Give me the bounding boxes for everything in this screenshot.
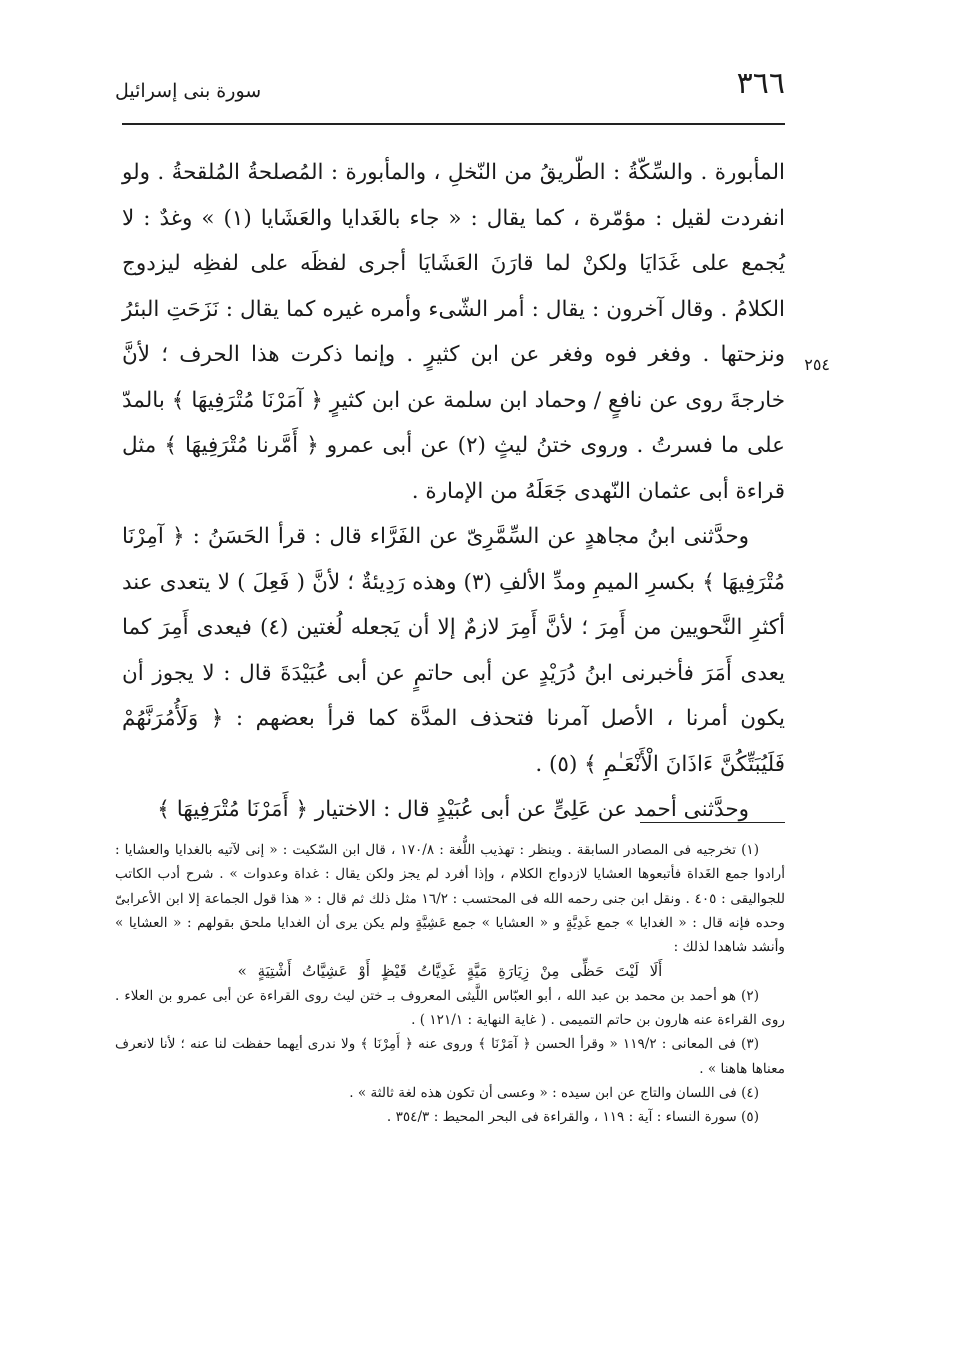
footnote-2: (٢) هو أحمد بن محمد بن عبد الله ، أبو العبّاس اللَّيثى المعروف بـ ختن ليث روى القراءة عن أبى عمرو بن العلاء . روى القراءة عنه هارون بن حاتم التميمى . ( غاية النهاية : ١٢١/١ ) . <box>115 987 785 1029</box>
footnote-verse: أَلَا لَيْتَ حَظِّى مِنْ زِيَارَةِ مَيَّةٍ غَدِيَّاتُ قَيْظٍ أَوْ عَشِيَّاتُ أَشْتِيَةٍ » <box>237 962 663 981</box>
running-head: سورة بنى إسرائيل <box>115 80 262 102</box>
margin-page-reference: ٢٥٤ <box>804 355 830 374</box>
main-text <box>122 150 785 833</box>
paragraph: وحدَّثنى ابنُ مجاهدٍ عن السِّمَّرِىّ عن الفَرَّاء قال : قرأ الحَسَنُ : ﴿ آمِرْنَا مُتْرَفِيهَا ﴾ بكسرِ الميمِ ومدِّ الألفِ (٣) وهذه رَدِيئةٌ ؛ لأنَّ ( فَعِلَ ) لا يتعدى عند أكثرِ النَّحويين من أَمِرَ ؛ لأنَّ أَمِرَ لازمٌ إلا أن يَجعله لُغتين (٤) فيعدى أَمِرَ كما يعدى أَمَرَ فأخبرنى ابنُ دُرَيْدٍ عن أبى حاتمٍ عن أبى عُبَيْدَةَ قال : لا يجوز أن يكون أمرنا ، الأصل آمرنا فتحذف المدَّة كما قرأ بعضهم : ﴿ وَلَأُمُرَنَّهُمْ فَلَيُبَتِّكُنَّ ءَاذَانَ الْأَنْعَـٰمِ ﴾ (٥) . <box>122 524 785 777</box>
footnote-rule <box>640 822 785 823</box>
footnotes <box>115 838 785 1130</box>
footnote-5: (٥) سورة النساء : آية : ١١٩ ، والقراءة فى البحر المحيط : ٣٥٤/٣ . <box>386 1109 759 1126</box>
footnote-4: (٤) فى اللسان والتاج عن ابن سيده : « وعسى أن تكون هذه لغة ثالثة » . <box>349 1084 759 1101</box>
paragraph: المأبورة . والسِّكّةُ : الطّريقُ من النّخلِ ، والمأبورة : المُصلحةُ المُلقحةُ . ولو انفردت لقيل : مؤمّرة ، كما يقال : « جاء بالغَدايا والعَشَايا (١) » وغدٌ : لا يُجمع على غَدَايَا ولكنْ لما قارَنَ العَشَايَا أجرى لفظَه على لفظِه ليزدوج الكلامُ . وقال آخرون : يقال : أمر الشّىء وأمره غيره كما يقال : نَزَحَتِ البئرُ ونزحتها . وفغر فوه وفغر عن ابن كثيرٍ . وإنما ذكرت هذا الحرف ؛ لأنَّ خارجةَ روى عن نافعٍ / وحماد ابن سلمة عن ابن كثيرٍ ﴿ آمَرْنَا مُتْرَفِيهَا ﴾ بالمدّ على ما فسرتُ . وروى ختنُ ليثٍ (٢) عن أبى عمرو ﴿ أَمَّرنا مُتْرَفِيهَا ﴾ مثل قراءة أبى عثمان النّهدى جَعَلَهُ من الإمارة . <box>122 160 785 504</box>
footnote-1: (١) تخرجيه فى المصادر السابقة . وينظر : تهذيب اللُّغة : ١٧٠/٨ ، قال ابن السّكيت : « إنى لآتيه بالغدايا والعشايا : أرادوا جمع الغَداة فأتبعوها العشايا لازدواج الكلام ، وإذا أفرد لم يجز ولكن يقال : غداة وعدوات » . شرح أدب الكاتب للجواليقى : ٤٠٥ . ونقل ابن جنى رحمه الله فى المحتسب : ١٦/٢ مثل ذلك ثم قال : « هذا قول الجماعة إلا ابن الأعرابىّ وحده فإنه قال : « الغدايا » جمع غَدِيَّةٍ و « العشايا » جمع عَشِيَّةٍ ولم يكن يرى أن الغدايا ملحق بقولهم : « العشايا » وأنشد شاهدا لذلك : <box>115 842 786 956</box>
header-rule <box>122 123 785 125</box>
footnote-3: (٣) فى المعانى : ١١٩/٢ « وقرأ الحسن ﴿ آمَرْنَا ﴾ وروى عنه ﴿ أَمِرْنَا ﴾ ولا ندرى أيهما حفظت لنا عنه ؛ لأنا لانعرف معناها هاهنا » . <box>115 1036 785 1077</box>
page-header <box>115 62 785 112</box>
page-number: ٣٦٦ <box>736 66 785 101</box>
paragraph: وحدَّثنى أحمد عن عَلِىٍّ عن أبى عُبَيْدٍ قال : الاختيار ﴿ أَمَرْنَا مُتْرَفِيهَا ﴾ <box>157 797 749 822</box>
